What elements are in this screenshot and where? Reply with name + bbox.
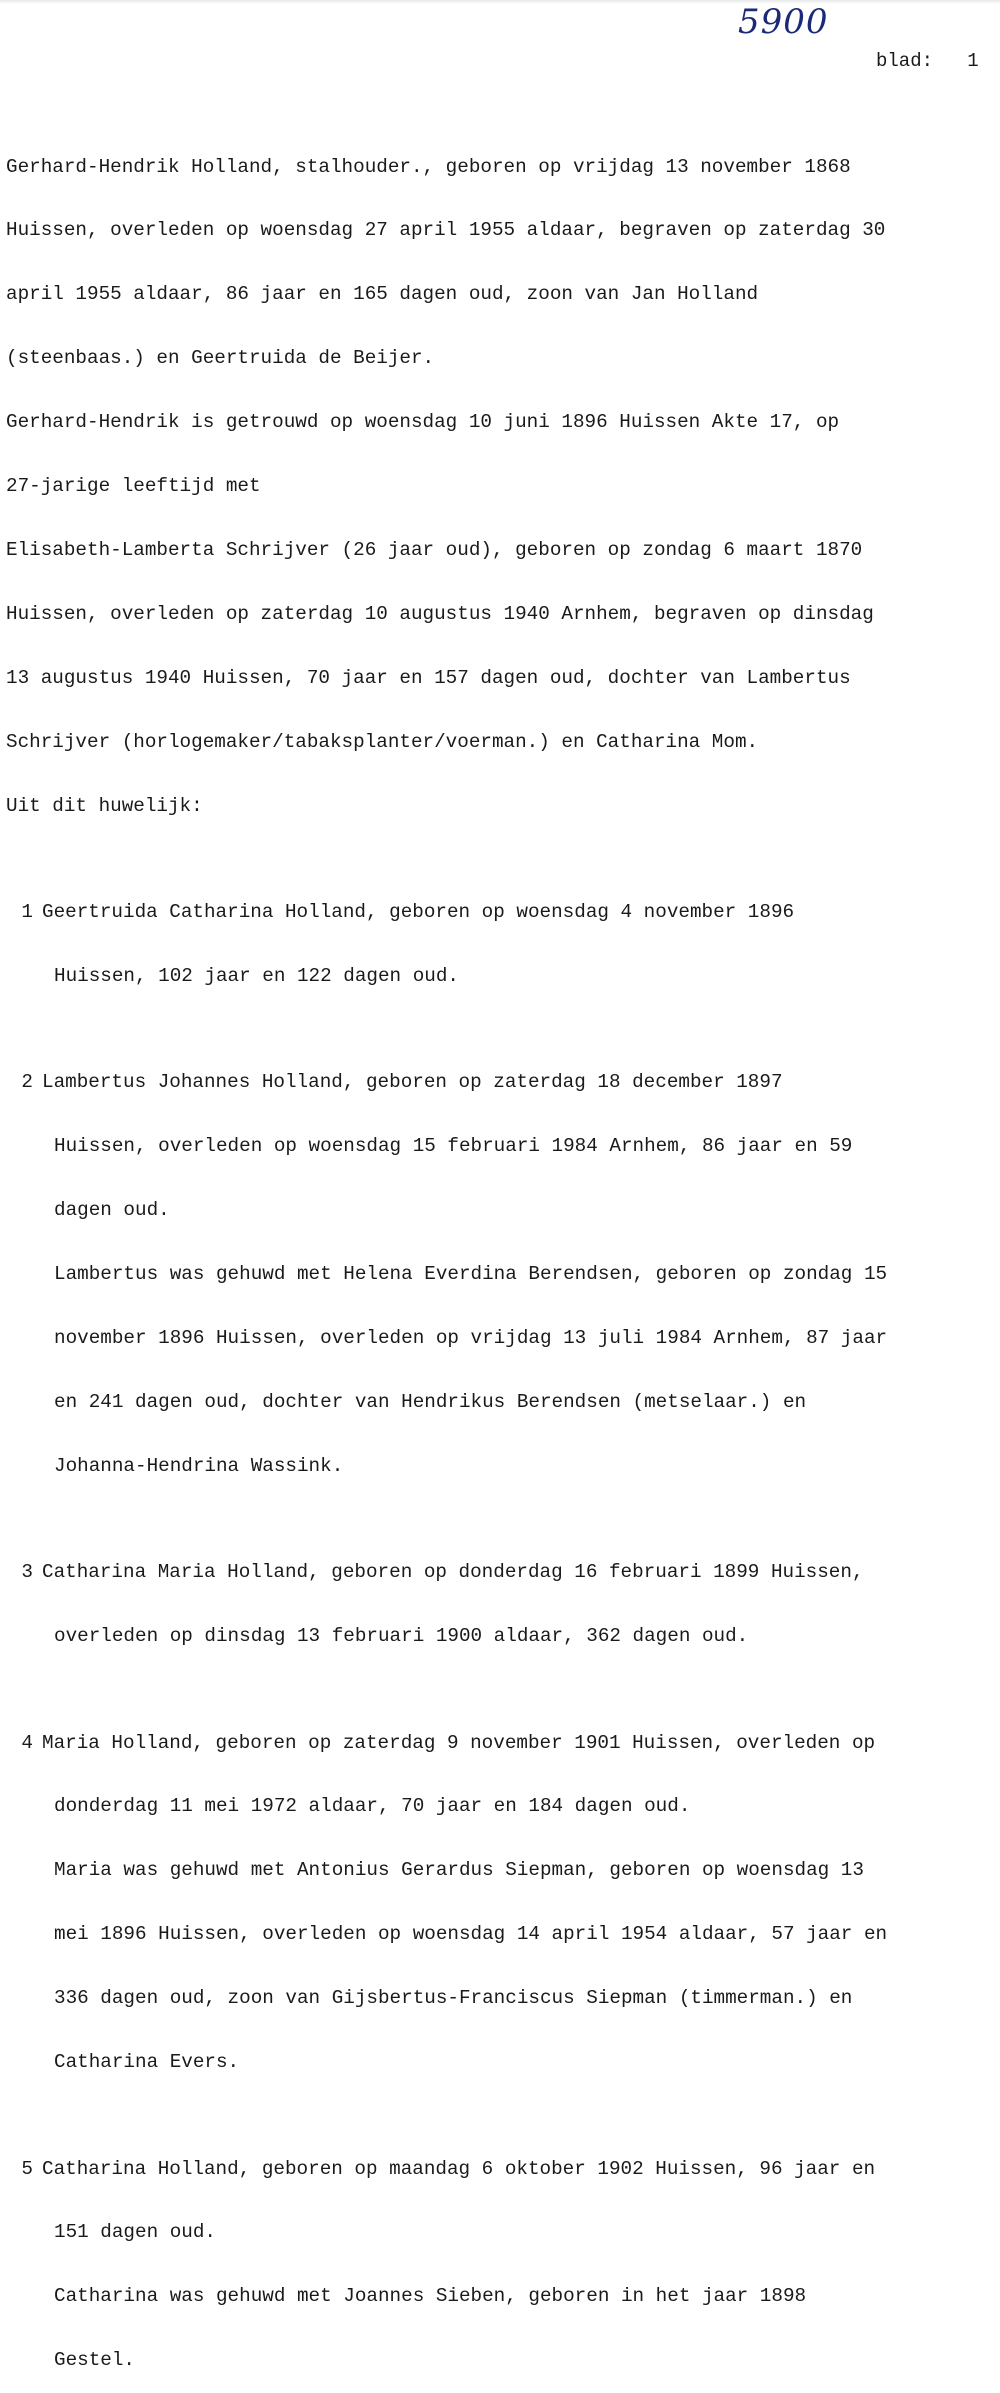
text-line: Huissen, 102 jaar en 122 dagen oud. xyxy=(54,964,459,987)
text-line: en 241 dagen oud, dochter van Hendrikus Berendsen (metselaar.) en xyxy=(54,1390,807,1413)
child-number: 2 xyxy=(21,1071,33,1094)
text-line: Schrijver (horlogemaker/tabaksplanter/voerman.) en Catharina Mom. xyxy=(6,730,759,753)
text-line: Gestel. xyxy=(54,2349,135,2372)
page-indicator xyxy=(876,50,979,72)
page-number: 1 xyxy=(967,50,979,72)
child-number: 1 xyxy=(21,900,33,923)
text-line: Huissen, overleden op woensdag 15 februari 1984 Arnhem, 86 jaar en 59 xyxy=(54,1135,853,1158)
text-line: Maria was gehuwd met Antonius Gerardus Siepman, geboren op woensdag 13 xyxy=(54,1859,864,1882)
text-line: Huissen, overleden op zaterdag 10 augustus 1940 Arnhem, begraven op dinsdag xyxy=(6,602,874,625)
child-entry-4 xyxy=(6,1733,996,1754)
child-entry-1 xyxy=(6,902,996,923)
child-entry-2 xyxy=(6,1072,996,1093)
text-line: 27-jarige leeftijd met xyxy=(6,475,261,498)
page-label: blad: xyxy=(876,50,934,72)
text-line: Catharina Maria Holland, geboren op donderdag 16 februari 1899 Huissen, xyxy=(42,1561,864,1584)
handwritten-number: 5900 xyxy=(738,2,829,42)
text-line: mei 1896 Huissen, overleden op woensdag 14 april 1954 aldaar, 57 jaar en xyxy=(54,1923,888,1946)
text-line: Elisabeth-Lamberta Schrijver (26 jaar oud), geboren op zondag 6 maart 1870 xyxy=(6,538,863,561)
section-heading: Uit dit huwelijk: xyxy=(6,794,203,817)
text-line: Gerhard-Hendrik Holland, stalhouder., geboren op vrijdag 13 november 1868 xyxy=(6,155,851,178)
child-number: 3 xyxy=(21,1561,33,1584)
text-line: Catharina was gehuwd met Joannes Sieben, geboren in het jaar 1898 xyxy=(54,2285,807,2308)
genealogy-document xyxy=(6,114,996,2393)
text-line: overleden op dinsdag 13 februari 1900 aldaar, 362 dagen oud. xyxy=(54,1625,749,1648)
text-line: dagen oud. xyxy=(54,1199,170,1222)
child-entry-3 xyxy=(6,1562,996,1583)
text-line: Catharina Holland, geboren op maandag 6 oktober 1902 Huissen, 96 jaar en xyxy=(42,2157,876,2180)
text-line: Johanna-Hendrina Wassink. xyxy=(54,1454,344,1477)
text-line: 336 dagen oud, zoon van Gijsbertus-Franciscus Siepman (timmerman.) en xyxy=(54,1987,853,2010)
text-line: Maria Holland, geboren op zaterdag 9 november 1901 Huissen, overleden op xyxy=(42,1731,876,1754)
text-line: Catharina Evers. xyxy=(54,2051,240,2074)
text-line: november 1896 Huissen, overleden op vrijdag 13 juli 1984 Arnhem, 87 jaar xyxy=(54,1326,888,1349)
text-line: Huissen, overleden op woensdag 27 april 1955 aldaar, begraven op zaterdag 30 xyxy=(6,219,886,242)
text-line: 151 dagen oud. xyxy=(54,2221,216,2244)
text-line: Lambertus was gehuwd met Helena Everdina Berendsen, geboren op zondag 15 xyxy=(54,1263,888,1286)
text-line: donderdag 11 mei 1972 aldaar, 70 jaar en 184 dagen oud. xyxy=(54,1795,691,1818)
text-line: 13 augustus 1940 Huissen, 70 jaar en 157 dagen oud, dochter van Lambertus xyxy=(6,666,851,689)
text-line: Lambertus Johannes Holland, geboren op zaterdag 18 december 1897 xyxy=(42,1071,783,1094)
child-number: 5 xyxy=(21,2157,33,2180)
text-line: (steenbaas.) en Geertruida de Beijer. xyxy=(6,347,435,370)
child-number: 4 xyxy=(21,1731,33,1754)
child-entry-5 xyxy=(6,2159,996,2180)
text-line: april 1955 aldaar, 86 jaar en 165 dagen oud, zoon van Jan Holland xyxy=(6,283,759,306)
text-line: Geertruida Catharina Holland, geboren op woensdag 4 november 1896 xyxy=(42,900,795,923)
scan-top-edge xyxy=(0,0,1000,4)
text-line: Gerhard-Hendrik is getrouwd op woensdag 10 juni 1896 Huissen Akte 17, op xyxy=(6,411,840,434)
